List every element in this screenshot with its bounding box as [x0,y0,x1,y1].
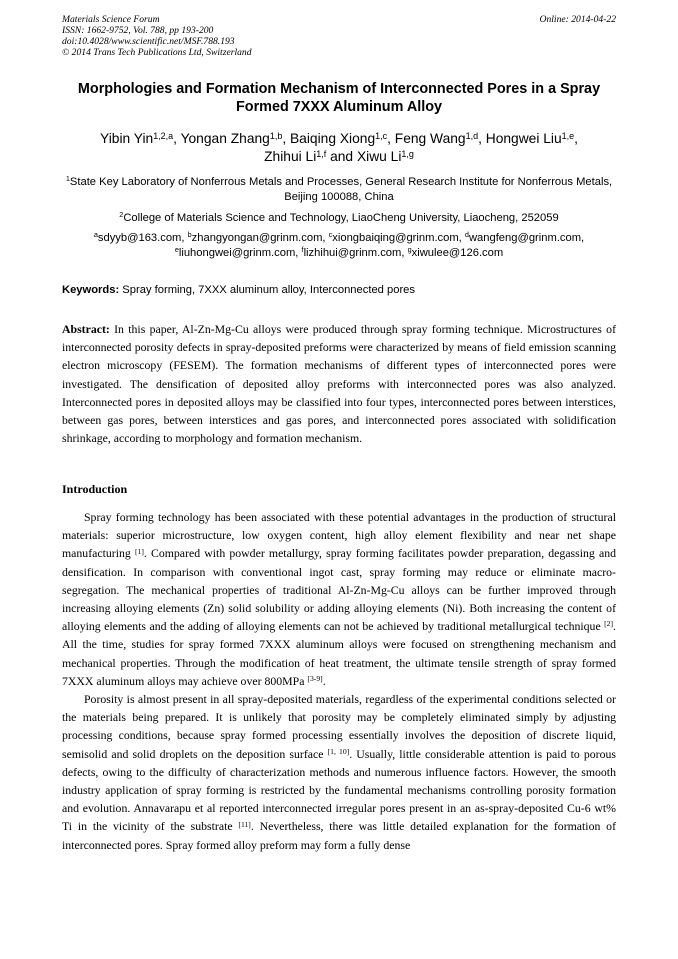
email-marker: c [328,230,333,240]
author-name: Zhihui Li [264,149,317,164]
citation-reference[interactable]: [1, 10] [327,746,350,756]
introduction-body [62,508,616,854]
abstract-label: Abstract: [62,322,110,336]
author-affiliation-marker: 1,b [269,130,283,141]
email-address[interactable]: liuhongwei@grinm.com, [178,246,302,259]
author-name: Yibin Yin [100,131,154,146]
paragraph-text: . [322,673,326,688]
keywords-text: Spray forming, 7XXX aluminum alloy, Interconnected pores [119,284,415,296]
affiliation-1-text: State Key Laboratory of Nonferrous Metals and Processes, General Research Institute for Nonferrous Metals, Beijing 100088, China [69,176,613,203]
author-separator: , [282,131,290,146]
author-separator: , [387,131,395,146]
email-marker: a [93,230,98,240]
affiliation-1 [62,175,616,204]
email-marker: d [464,230,469,240]
affiliation-1-marker: 1 [65,174,70,184]
author-name: Hongwei Liu [485,131,562,146]
author-separator: , [574,131,578,146]
affiliation-2-text: College of Materials Science and Technology, LiaoCheng University, Liaocheng, 252059 [123,212,559,224]
copyright-line: © 2014 Trans Tech Publications Ltd, Switzerland [62,47,252,58]
author-name: Baiqing Xiong [289,131,376,146]
journal-name: Materials Science Forum [62,14,160,25]
journal-header [62,14,616,58]
affiliation-2 [62,211,616,226]
keywords-label: Keywords: [62,284,120,296]
author-separator: , [478,131,486,146]
paragraph-text: . Compared with powder metallurgy, spray forming facilitates powder preparation, degassing and densification. In comparison with conventional ingot cast, spray forming may reduce or eliminate macro-segregation. The mechanical properties of traditional Al-Zn-Mg-Cu alloys can be further improved through increasing alloying elements (Zn) solid solubility or adding alloying elements (Ni). Both increasing the content of alloying elements and the adding of alloying elements can not be achieved by traditional metallurgical technique [62,546,616,634]
author-affiliation-marker: 1,e [561,130,575,141]
abstract-text: In this paper, Al-Zn-Mg-Cu alloys were produced through spray forming technique. Microstructures of interconnected porosity defects in spray-deposited preforms were characterized by means of field emission scanning electron microscopy (FESEM). The formation mechanisms of different types of interconnected pores were investigated. The densification of deposited alloy preforms with interconnected pores was also analyzed. Interconnected pores in deposited alloys may be classified into four types, interconnected pores between interstices, between gas pores, between interstices and gas pores, and interconnected pores associated with solidification shrinkage, according to morphology and formation mechanism. [62,322,616,446]
email-address[interactable]: sdyyb@163.com, [97,232,188,244]
email-address[interactable]: xiongbaiqing@grinm.com, [332,232,465,244]
author-affiliation-marker: 1,d [465,130,479,141]
paragraph [62,508,616,690]
email-address[interactable]: lizhihui@grinm.com, [303,246,408,259]
author-separator: and [326,149,357,164]
keywords [62,283,616,297]
email-address[interactable]: xiwulee@126.com [411,246,504,259]
abstract [62,320,616,447]
email-list [62,231,616,260]
affiliation-2-marker: 2 [119,210,124,220]
author-name: Yongan Zhang [180,131,270,146]
email-marker: e [174,244,179,254]
author-list [62,130,616,166]
citation-reference[interactable]: [3-9] [307,674,323,683]
email-address[interactable]: wangfeng@grinm.com, [468,232,585,244]
paragraph-text: . Nevertheless, there was little detailed explanation for the formation of interconnected pores. Spray formed alloy preform may form a fully dense [62,819,616,852]
paragraph-text: Spray forming technology has been associated with these potential advantages in the production of structural materials: superior microstructure, low oxygen content, high alloy element flexibility and near net shape manufacturing [62,510,616,561]
author-separator: , [173,131,181,146]
email-address[interactable]: zhangyongan@grinm.com, [191,232,329,244]
author-affiliation-marker: 1,g [401,148,414,159]
author-name: Xiwu Li [356,149,402,164]
paragraph-text: Porosity is almost present in all spray-deposited materials, regardless of the experimental conditions selected or the materials being prepared. It is unlikely that porosity may be completely eliminated simply by adjusting processing conditions, because spray formed processing essentially involves the deposition of discrete liquid, semisolid and solid droplets on the deposition surface [62,692,616,761]
doi-line[interactable]: doi:10.4028/www.scientific.net/MSF.788.193 [62,36,235,47]
issn-line: ISSN: 1662-9752, Vol. 788, pp 193-200 [62,25,214,36]
paper-title: Morphologies and Formation Mechanism of Interconnected Pores in a Spray Formed 7XXX Aluminum Alloy [77,81,601,115]
section-heading-introduction: Introduction [62,482,128,496]
citation-reference[interactable]: [1] [134,546,144,556]
online-date: Online: 2014-04-22 [539,14,616,25]
citation-reference[interactable]: [2] [604,619,614,629]
email-marker: f [301,244,304,254]
paragraph-text: . Usually, little considerable attention is paid to porous defects, owing to the difficulty of characterization methods and numerous influence factors. However, the smooth industry application of spray forming is restricted by the fundamental mechanisms controlling porosity formation and evolution. Annavarapu et al reported interconnected irregular pores present in an as-spray-deposited Cu-6 wt% Ti in the vicinity of the substrate [62,746,616,834]
author-affiliation-marker: 1,c [375,130,388,141]
email-marker: b [187,230,192,240]
email-marker: g [407,244,412,254]
paragraph [62,690,616,854]
author-affiliation-marker: 1,f [316,148,327,159]
citation-reference[interactable]: [11] [238,819,251,829]
author-affiliation-marker: 1,2,a [153,130,174,141]
author-name: Feng Wang [394,131,466,146]
paragraph-text: . All the time, studies for spray formed 7XXX aluminum alloys were focused on strengthening mechanism and mechanical properties. Through the modification of heat treatment, the ultimate tensile strength of spray formed 7XXX aluminum alloys may achieve over 800MPa [62,619,616,688]
